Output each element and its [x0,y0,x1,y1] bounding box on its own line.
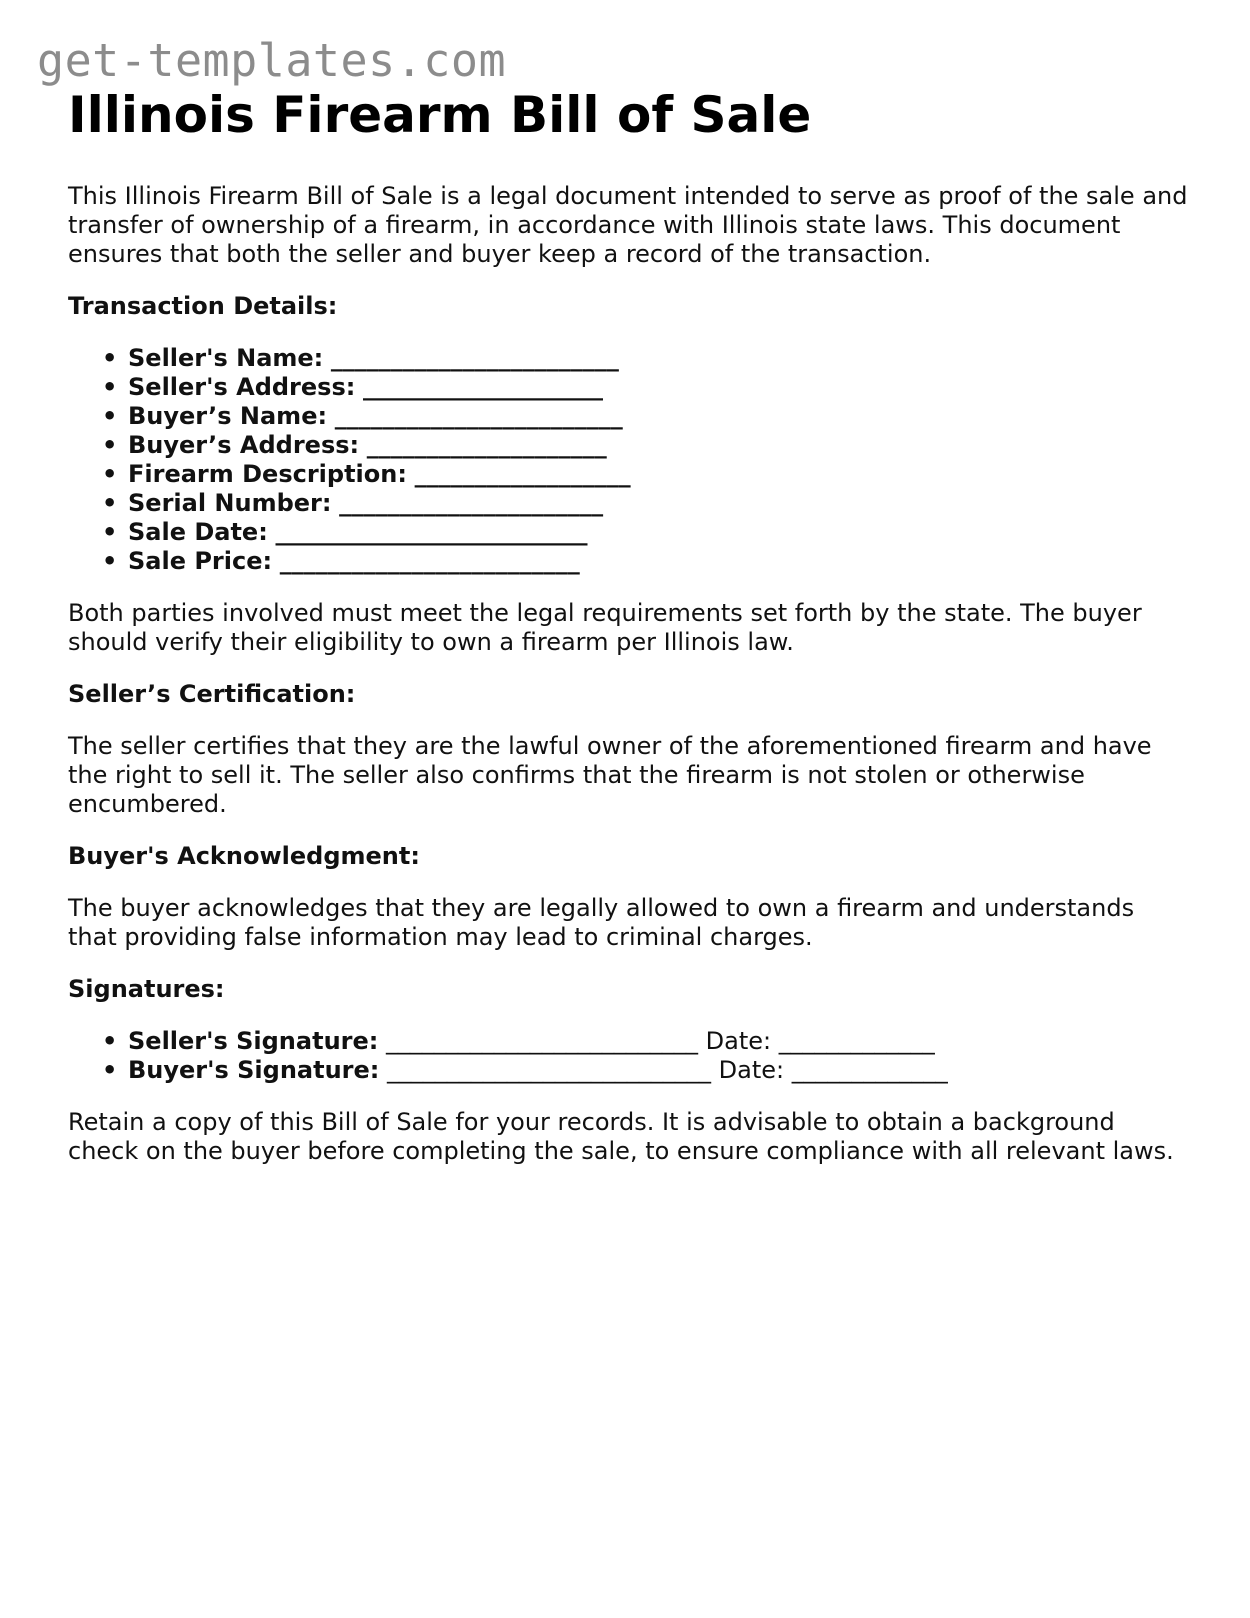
field-seller-name [102,344,1188,373]
bullet-icon: • [102,489,118,517]
signature-label: Seller's Signature: [128,1027,379,1055]
field-label: Serial Number: [128,489,332,517]
bullet-icon: • [102,547,118,575]
field-serial-number [102,489,1188,518]
field-blank: __________________ [414,460,631,488]
transaction-fields-list [68,344,1188,576]
bullet-icon: • [102,402,118,430]
field-blank: _________________________ [279,547,580,575]
eligibility-paragraph: Both parties involved must meet the legal requirements set forth by the state. The buyer should verify their eligibility to own a firearm per Illinois law. [68,599,1142,656]
field-label: Firearm Description: [128,460,407,488]
field-label: Buyer’s Address: [128,431,360,459]
seller-certification-paragraph: The seller certifies that they are the lawful owner of the aforementioned firearm and have the right to sell it. The seller also confirms that the firearm is not stolen or otherwise encumbered. [68,732,1152,818]
signature-blank: __________________________ [386,1027,698,1055]
seller-signature-line [102,1027,1188,1056]
date-blank: _____________ [791,1056,948,1084]
signatures-list [68,1027,1188,1085]
field-seller-address [102,373,1188,402]
buyer-acknowledgment-heading: Buyer's Acknowledgment: [68,842,420,870]
bullet-icon: • [102,431,118,459]
seller-certification-heading: Seller’s Certification: [68,680,356,708]
bullet-icon: • [102,460,118,488]
field-blank: ____________________ [366,431,607,459]
field-buyer-name [102,402,1188,431]
date-blank: _____________ [778,1027,935,1055]
field-blank: ________________________ [330,344,619,372]
document-body [68,88,1188,1166]
field-label: Seller's Address: [128,373,356,401]
bullet-icon: • [102,344,118,372]
date-label: Date: [718,1056,785,1084]
field-firearm-description [102,460,1188,489]
document-title: Illinois Firearm Bill of Sale [68,86,812,144]
bullet-icon: • [102,1056,118,1084]
buyer-acknowledgment-paragraph: The buyer acknowledges that they are legally allowed to own a firearm and understands that providing false information may lead to criminal charges. [68,894,1135,951]
field-buyer-address [102,431,1188,460]
signature-label: Buyer's Signature: [128,1056,380,1084]
field-blank: ______________________ [339,489,604,517]
bullet-icon: • [102,1027,118,1055]
field-label: Sale Price: [128,547,273,575]
field-label: Sale Date: [128,518,268,546]
field-blank: ____________________ [362,373,603,401]
field-label: Buyer’s Name: [128,402,328,430]
field-sale-price [102,547,1188,576]
closing-paragraph: Retain a copy of this Bill of Sale for your records. It is advisable to obtain a background check on the buyer before completing the sale, to ensure compliance with all relevant laws. [68,1108,1174,1165]
field-blank: __________________________ [275,518,588,546]
signatures-heading: Signatures: [68,975,225,1003]
bullet-icon: • [102,518,118,546]
bullet-icon: • [102,373,118,401]
buyer-signature-line [102,1056,1188,1085]
intro-paragraph: This Illinois Firearm Bill of Sale is a legal document intended to serve as proof of the sale and transfer of ownership of a firearm, in accordance with Illinois state laws. This document ensures that both the seller and buyer keep a record of the transaction. [68,182,1188,268]
date-label: Date: [705,1027,772,1055]
watermark-text: get-templates.com [37,34,507,87]
field-sale-date [102,518,1188,547]
signature-blank: ___________________________ [387,1056,712,1084]
field-label: Seller's Name: [128,344,324,372]
field-blank: ________________________ [334,402,623,430]
transaction-details-heading: Transaction Details: [68,292,338,320]
